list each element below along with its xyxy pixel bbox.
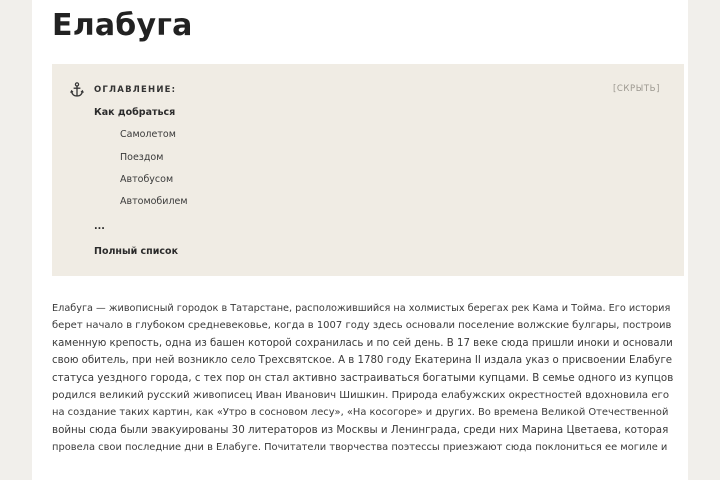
toc-item-by-car[interactable]: Автомобилем	[120, 196, 188, 207]
anchor-icon	[70, 82, 84, 98]
paragraph-line: войны сюда были эвакуированы 30 литераторов из Москвы и Ленинграда, среди них Марина Цветаева, которая	[52, 423, 669, 436]
table-of-contents	[52, 64, 684, 276]
toc-item-how-to-get[interactable]: Как добраться	[94, 107, 176, 118]
paragraph-line: свою обитель, при ней возникло село Трехсвятское. А в 1780 году Екатерина II издала указ о присвоении Елабуге	[52, 355, 673, 367]
toc-item-by-plane[interactable]: Самолетом	[120, 129, 176, 140]
toc-heading: ОГЛАВЛЕНИЕ:	[94, 85, 177, 95]
paragraph-line: провела свои последние дни в Елабуге. Почитатели творчества поэтессы приезжают сюда поклониться ее могиле и	[52, 442, 668, 454]
paragraph-line: каменную крепость, одна из башен которой сохранилась и по сей день. В 17 веке сюда пришли иноки и основали	[52, 337, 673, 349]
toc-hide-button[interactable]: [СКРЫТЬ]	[612, 84, 660, 94]
toc-item-by-train[interactable]: Поездом	[120, 152, 164, 163]
toc-item-by-bus[interactable]: Автобусом	[120, 174, 174, 185]
toc-item-full-list[interactable]: Полный список	[94, 246, 179, 257]
paragraph-line: статуса уездного города, с тех пор он стал активно застраиваться богатыми купцами. В семье одного из купцов	[52, 371, 674, 384]
paragraph-line: на создание таких картин, как «Утро в сосновом лесу», «На косогоре» и других. Во времена Великой Отечественной	[52, 407, 669, 419]
article-paragraph	[52, 300, 674, 457]
article-page	[32, 0, 688, 480]
page-title: Елабуга	[52, 8, 193, 43]
paragraph-line: берет начало в глубоком средневековье, когда в 1007 году здесь основали поселение волжские булгары, построив	[52, 320, 672, 332]
toc-ellipsis: ...	[94, 221, 105, 232]
paragraph-line: родился великий русский живописец Иван Иванович Шишкин. Природа елабужских окрестностей вдохновила его	[52, 390, 670, 402]
paragraph-line: Елабуга — живописный городок в Татарстане, расположившийся на холмистых берегах рек Кама и Тойма. Его история	[52, 303, 671, 314]
